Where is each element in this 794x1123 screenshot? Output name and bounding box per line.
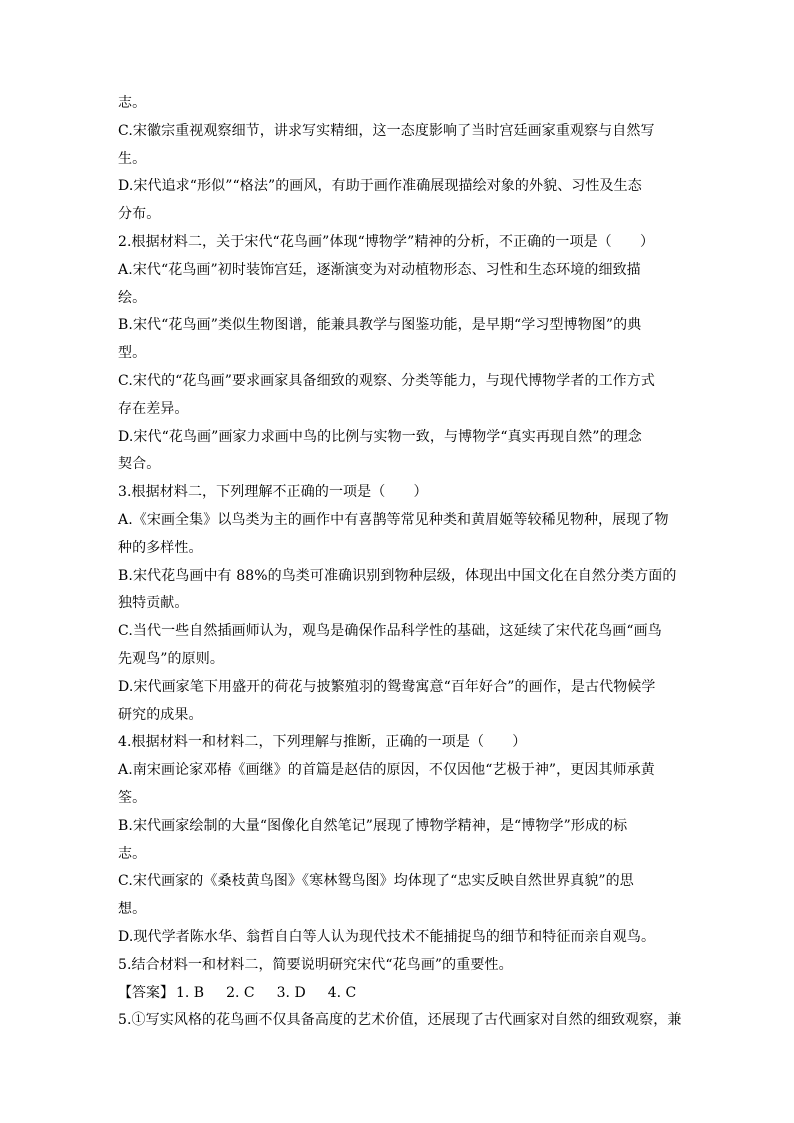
option-2c: C.宋代的“花鸟画”要求画家具备细致的观察、分类等能力，与现代博物学者的工作方式 (118, 372, 655, 389)
option-2d: D.宋代“花鸟画”画家力求画中鸟的比例与实物一致，与博物学“真实再现自然”的理念 (118, 428, 642, 445)
answer-line (118, 980, 678, 1008)
answer-5-text: 5.①写实风格的花鸟画不仅具备高度的艺术价值，还展现了古代画家对自然的细致观察，兼 (118, 1012, 682, 1029)
answer-tag: 【答案】 (118, 984, 174, 1001)
text-line: C.宋徽宗重视观察细节，讲求写实精细，这一态度影响了当时宫廷画家重观察与自然写 (118, 122, 655, 139)
text-line: 志。 (118, 95, 147, 111)
answer-item: 2. C (226, 984, 255, 1001)
text-line: 型。 (118, 345, 147, 362)
answer-item: 4. C (327, 984, 357, 1001)
text-line: 先观鸟”的原则。 (118, 650, 224, 667)
text-line: 筌。 (118, 789, 147, 806)
option-4b: B.宋代画家绘制的大量“图像化自然笔记”展现了博物学精神，是“博物学”形成的标 (118, 817, 628, 834)
text-line: 绘。 (118, 289, 147, 306)
text-line: 生。 (118, 150, 147, 167)
option-3d: D.宋代画家笔下用盛开的荷花与披繁殖羽的鸳鸯寓意“百年好合”的画作，是古代物候学 (118, 678, 656, 695)
question-2-stem: 2.根据材料二，关于宋代“花鸟画”体现“博物学”精神的分析，不正确的一项是（ ） (118, 233, 655, 250)
option-4a: A.南宋画论家邓椿《画继》的首篇是赵佶的原因，不仅因他“艺极于神”，更因其师承黄 (118, 762, 655, 779)
text-line: 种的多样性。 (118, 539, 203, 556)
option-4c: C.宋代画家的《桑枝黄鸟图》《寒林鸳鸟图》均体现了“忠实反映自然世界真貌”的思 (118, 873, 634, 890)
text-line: 契合。 (118, 456, 161, 473)
option-3b: B.宋代花鸟画中有 88%的鸟类可准确识别到物种层级，体现出中国文化在自然分类方面的 (118, 567, 677, 584)
option-3c: C.当代一些自然插画师认为，观鸟是确保作品科学性的基础，这延续了宋代花鸟画“画鸟 (118, 623, 662, 640)
option-3a: A.《宋画全集》以鸟类为主的画作中有喜鹊等常见种类和黄眉姬等较稀见物种，展现了物 (118, 511, 669, 528)
text-line: 志。 (118, 845, 147, 862)
question-5-stem: 5.结合材料一和材料二，简要说明研究宋代“花鸟画”的重要性。 (118, 956, 513, 973)
answer-item: 1. B (176, 984, 205, 1001)
text-line: 独特贡献。 (118, 595, 189, 612)
option-4d: D.现代学者陈水华、翁哲自白等人认为现代技术不能捕捉鸟的细节和特征而亲自观鸟。 (118, 928, 656, 945)
question-4-stem: 4.根据材料一和材料二，下列理解与推断，正确的一项是（ ） (118, 734, 527, 751)
text-line: 想。 (118, 901, 147, 918)
text-line: D.宋代追求“形似”“格法”的画风，有助于画作准确展现描绘对象的外貌、习性及生态 (118, 178, 642, 195)
answer-item: 3. D (276, 984, 306, 1001)
option-2a: A.宋代“花鸟画”初时装饰宫廷，逐渐演变为对动植物形态、习性和生态环境的细致描 (118, 261, 641, 278)
question-3-stem: 3.根据材料二，下列理解不正确的一项是（ ） (118, 484, 428, 501)
text-line: 分布。 (118, 206, 161, 223)
text-line: 研究的成果。 (118, 706, 203, 723)
option-2b: B.宋代“花鸟画”类似生物图谱，能兼具教学与图鉴功能，是早期“学习型博物图”的典 (118, 317, 642, 334)
page-content (118, 90, 682, 1035)
text-line: 存在差异。 (118, 400, 189, 417)
